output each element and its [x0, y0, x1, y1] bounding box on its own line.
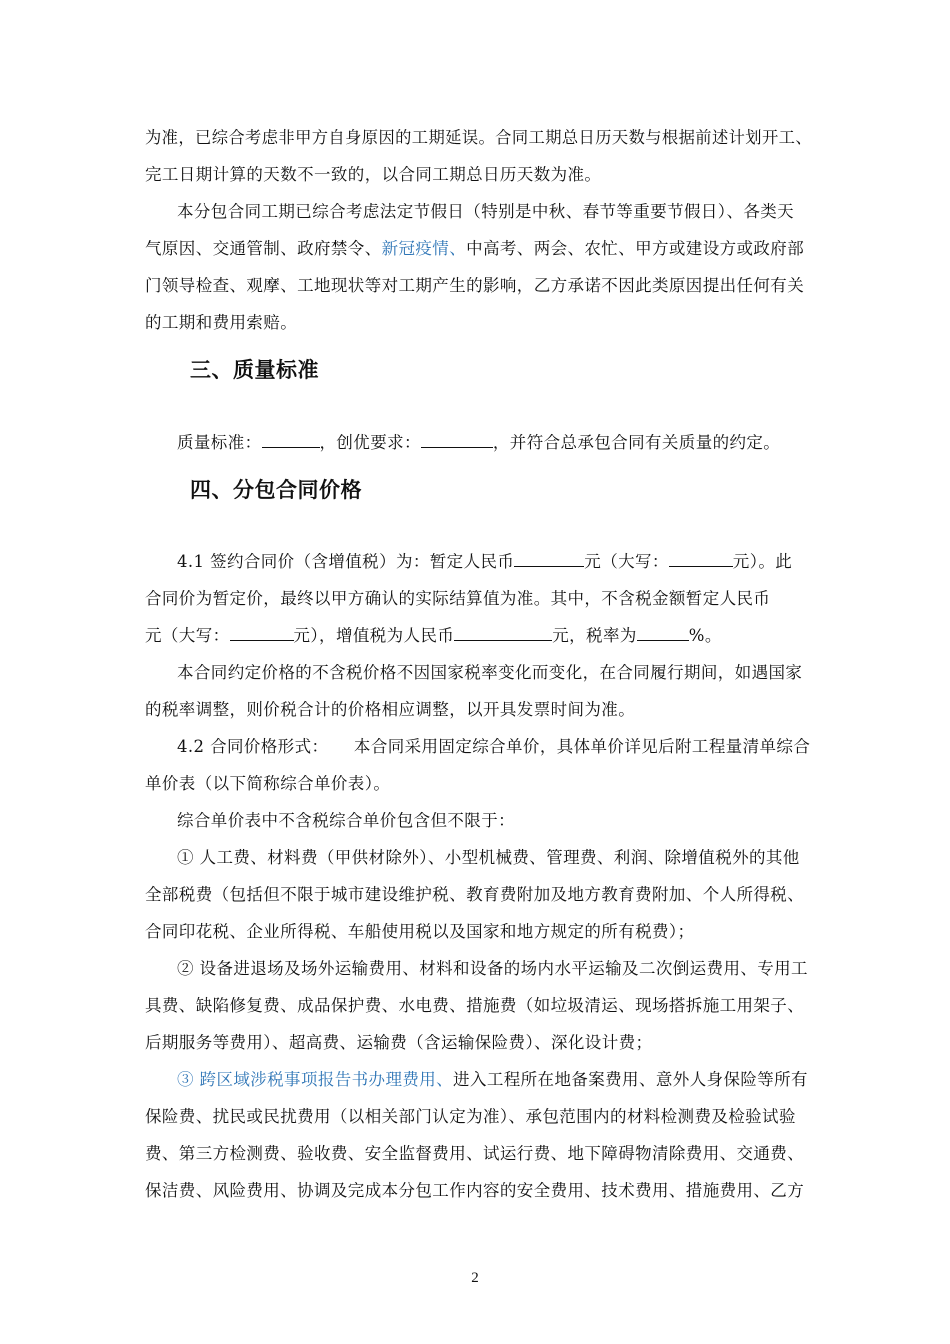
- list-item-line: 后期服务等费用）、超高费、运输费（含运输保险费）、深化设计费；: [145, 1033, 653, 1052]
- highlighted-text: 新冠疫情、: [381, 239, 467, 258]
- blank-field: [669, 552, 733, 567]
- paragraph-line: 为准，已综合考虑非甲方自身原因的工期延误。合同工期总日历天数与根据前述计划开工、: [145, 128, 813, 147]
- paragraph-line: 单价表（以下简称综合单价表）。: [145, 774, 391, 793]
- text-segment: 元（大写：: [145, 626, 230, 645]
- text-segment: 气原因、交通管制、政府禁令、: [145, 239, 382, 258]
- list-item-line: 保险费、扰民或民扰费用（以相关部门认定为准）、承包范围内的材料检测费及检验试验: [145, 1107, 796, 1126]
- text-segment: 元（大写：: [584, 552, 669, 571]
- text-segment: 4.1 签约合同价（含增值税）为：暂定人民币: [177, 552, 515, 571]
- blank-field: [421, 433, 493, 448]
- paragraph-line: 的税率调整，则价税合计的价格相应调整，以开具发票时间为准。: [145, 700, 636, 719]
- text-segment: 中高考、两会、农忙、甲方或建设方或政府部: [466, 239, 805, 258]
- blank-field: [230, 626, 294, 641]
- blank-field: [637, 626, 689, 641]
- list-item-line: [177, 1070, 808, 1090]
- list-item-line: 保洁费、风险费用、协调及完成本分包工作内容的安全费用、技术费用、措施费用、乙方: [145, 1181, 805, 1200]
- highlighted-text: ③ 跨区域涉税事项报告书办理费用、: [177, 1070, 454, 1089]
- list-item-line: 全部税费（包括但不限于城市建设维护税、教育费附加及地方教育费附加、个人所得税、: [145, 885, 805, 904]
- paragraph-line: 门领导检查、观摩、工地现状等对工期产生的影响，乙方承诺不因此类原因提出任何有关: [145, 276, 805, 295]
- section-heading: 三、质量标准: [190, 358, 319, 382]
- text-segment: 元）。此: [732, 552, 793, 571]
- paragraph-line: [145, 239, 804, 259]
- text-segment: 进入工程所在地备案费用、意外人身保险等所有: [453, 1070, 808, 1089]
- paragraph-line: [145, 626, 722, 646]
- blank-field: [262, 433, 320, 448]
- text-segment: 质量标准：: [177, 433, 262, 452]
- list-item-line: ② 设备进退场及场外运输费用、材料和设备的场内水平运输及二次倒运费用、专用工: [177, 959, 808, 978]
- paragraph-line: 的工期和费用索赔。: [145, 313, 298, 332]
- page-number: 2: [471, 1270, 479, 1286]
- list-item-line: 合同印花税、企业所得税、车船使用税以及国家和地方规定的所有税费）；: [145, 922, 695, 941]
- paragraph-line: 本分包合同工期已综合考虑法定节假日（特别是中秋、春节等重要节假日）、各类天: [177, 202, 795, 221]
- text-segment: ，并符合总承包合同有关质量的约定。: [492, 433, 781, 452]
- text-segment: ，创优要求：: [319, 433, 421, 452]
- text-segment: 元，税率为: [552, 626, 637, 645]
- text-segment: 元），增值税为人民币: [293, 626, 455, 645]
- blank-field: [514, 552, 584, 567]
- quality-line: [177, 433, 780, 453]
- paragraph-line: 4.2 合同价格形式： 本合同采用固定综合单价，具体单价详见后附工程量清单综合: [177, 737, 811, 756]
- list-item-line: 费、第三方检测费、验收费、安全监督费用、试运行费、地下障碍物清除费用、交通费、: [145, 1144, 805, 1163]
- paragraph-line: 综合单价表中不含税综合单价包含但不限于：: [177, 811, 515, 830]
- paragraph-line: 合同价为暂定价，最终以甲方确认的实际结算值为准。其中，不含税金额暂定人民币: [145, 589, 771, 608]
- paragraph-line: 本合同约定价格的不含税价格不因国家税率变化而变化，在合同履行期间，如遇国家: [177, 663, 803, 682]
- list-item-line: ① 人工费、材料费（甲供材除外）、小型机械费、管理费、利润、除增值税外的其他: [177, 848, 800, 867]
- blank-field: [454, 626, 552, 641]
- paragraph-line: 完工日期计算的天数不一致的，以合同工期总日历天数为准。: [145, 165, 602, 184]
- paragraph-line: [177, 552, 792, 572]
- list-item-line: 具费、缺陷修复费、成品保护费、水电费、措施费（如垃圾清运、现场搭拆施工用架子、: [145, 996, 805, 1015]
- section-heading: 四、分包合同价格: [190, 478, 362, 502]
- text-segment: %。: [688, 626, 722, 645]
